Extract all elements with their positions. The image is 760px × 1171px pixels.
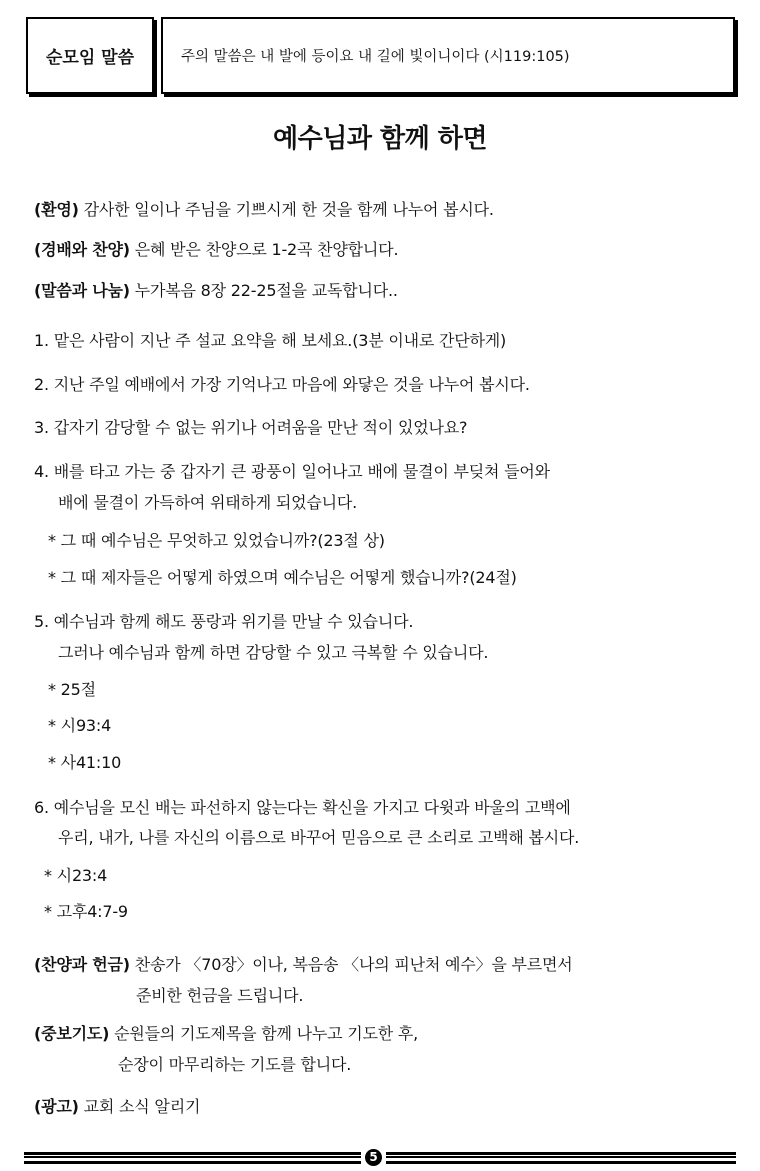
question-5-line-1: 5. 예수님과 함께 해도 풍랑과 위기를 만날 수 있습니다. xyxy=(34,612,414,631)
header-verse: 주의 말씀은 내 발에 등이요 내 길에 빛이니이다 (시119:105) xyxy=(181,49,570,65)
welcome-line xyxy=(34,197,494,220)
word-tag: (말씀과 나눔) xyxy=(34,281,130,300)
word-line xyxy=(34,278,398,301)
section-label: 순모임 말씀 xyxy=(45,48,135,68)
offering-tag: (찬양과 헌금) xyxy=(34,955,130,974)
question-5-sub-2: * 시93:4 xyxy=(48,716,112,735)
question-3: 3. 갑자기 감당할 수 없는 위기나 어려움을 만난 적이 있었나요? xyxy=(34,418,468,437)
question-4-sub-1: * 그 때 예수님은 무엇하고 있었습니까?(23절 상) xyxy=(48,531,385,550)
worship-text: 은혜 받은 찬양으로 1-2곡 찬양합니다. xyxy=(129,240,399,259)
question-6-sub-2: * 고후4:7-9 xyxy=(44,902,128,921)
news-tag: (광고) xyxy=(34,1097,79,1116)
question-2: 2. 지난 주일 예배에서 가장 기억나고 마음에 와닿은 것을 나누어 봅시다. xyxy=(34,375,530,394)
prayer-text: 순원들의 기도제목을 함께 나누고 기도한 후, xyxy=(109,1024,419,1043)
question-5-line-2: 그러나 예수님과 함께 하면 감당할 수 있고 극복할 수 있습니다. xyxy=(58,643,489,662)
question-4-sub-2: * 그 때 제자들은 어떻게 하였으며 예수님은 어떻게 했습니까?(24절) xyxy=(48,568,517,587)
offering-text: 찬송가 〈70장〉이나, 복음송 〈나의 피난처 예수〉을 부르면서 xyxy=(129,955,573,974)
news-text: 교회 소식 알리기 xyxy=(78,1097,201,1116)
question-4-line-2: 배에 물결이 가득하여 위태하게 되었습니다. xyxy=(58,493,358,512)
welcome-tag: (환영) xyxy=(34,200,79,219)
question-1: 1. 맡은 사람이 지난 주 설교 요약을 해 보세요.(3분 이내로 간단하게) xyxy=(34,331,507,350)
prayer-tag: (중보기도) xyxy=(34,1024,110,1043)
welcome-text: 감사한 일이나 주님을 기쁘시게 한 것을 함께 나누어 봅시다. xyxy=(78,200,494,219)
question-6-sub-1: * 시23:4 xyxy=(44,866,108,885)
footer-rule-left xyxy=(24,1152,361,1164)
question-5-sub-3: * 사41:10 xyxy=(48,753,122,772)
question-6-line-2: 우리, 내가, 나를 자신의 이름으로 바꾸어 믿음으로 큰 소리로 고백해 봅시다. xyxy=(58,828,580,847)
offering-line xyxy=(34,952,573,975)
worship-line xyxy=(34,237,398,260)
question-5-sub-1: * 25절 xyxy=(48,680,96,699)
offering-line-2: 준비한 헌금을 드립니다. xyxy=(136,986,304,1005)
page-title: 예수님과 함께 하면 xyxy=(272,124,488,154)
section-label-box xyxy=(26,17,154,94)
verse-box xyxy=(161,17,735,94)
word-text: 누가복음 8장 22-25절을 교독합니다.. xyxy=(129,281,398,300)
worship-tag: (경배와 찬양) xyxy=(34,240,130,259)
footer-rule-right xyxy=(386,1152,736,1164)
prayer-line xyxy=(34,1021,418,1044)
question-6-line-1: 6. 예수님을 모신 배는 파선하지 않는다는 확신을 가지고 다윗과 바울의 고백에 xyxy=(34,798,571,817)
prayer-line-2: 순장이 마무리하는 기도를 합니다. xyxy=(118,1055,352,1074)
question-4-line-1: 4. 배를 타고 가는 중 갑자기 큰 광풍이 일어나고 배에 물결이 부딪쳐 들어와 xyxy=(34,462,550,481)
news-line xyxy=(34,1094,200,1117)
page-number: 5 xyxy=(365,1149,382,1166)
